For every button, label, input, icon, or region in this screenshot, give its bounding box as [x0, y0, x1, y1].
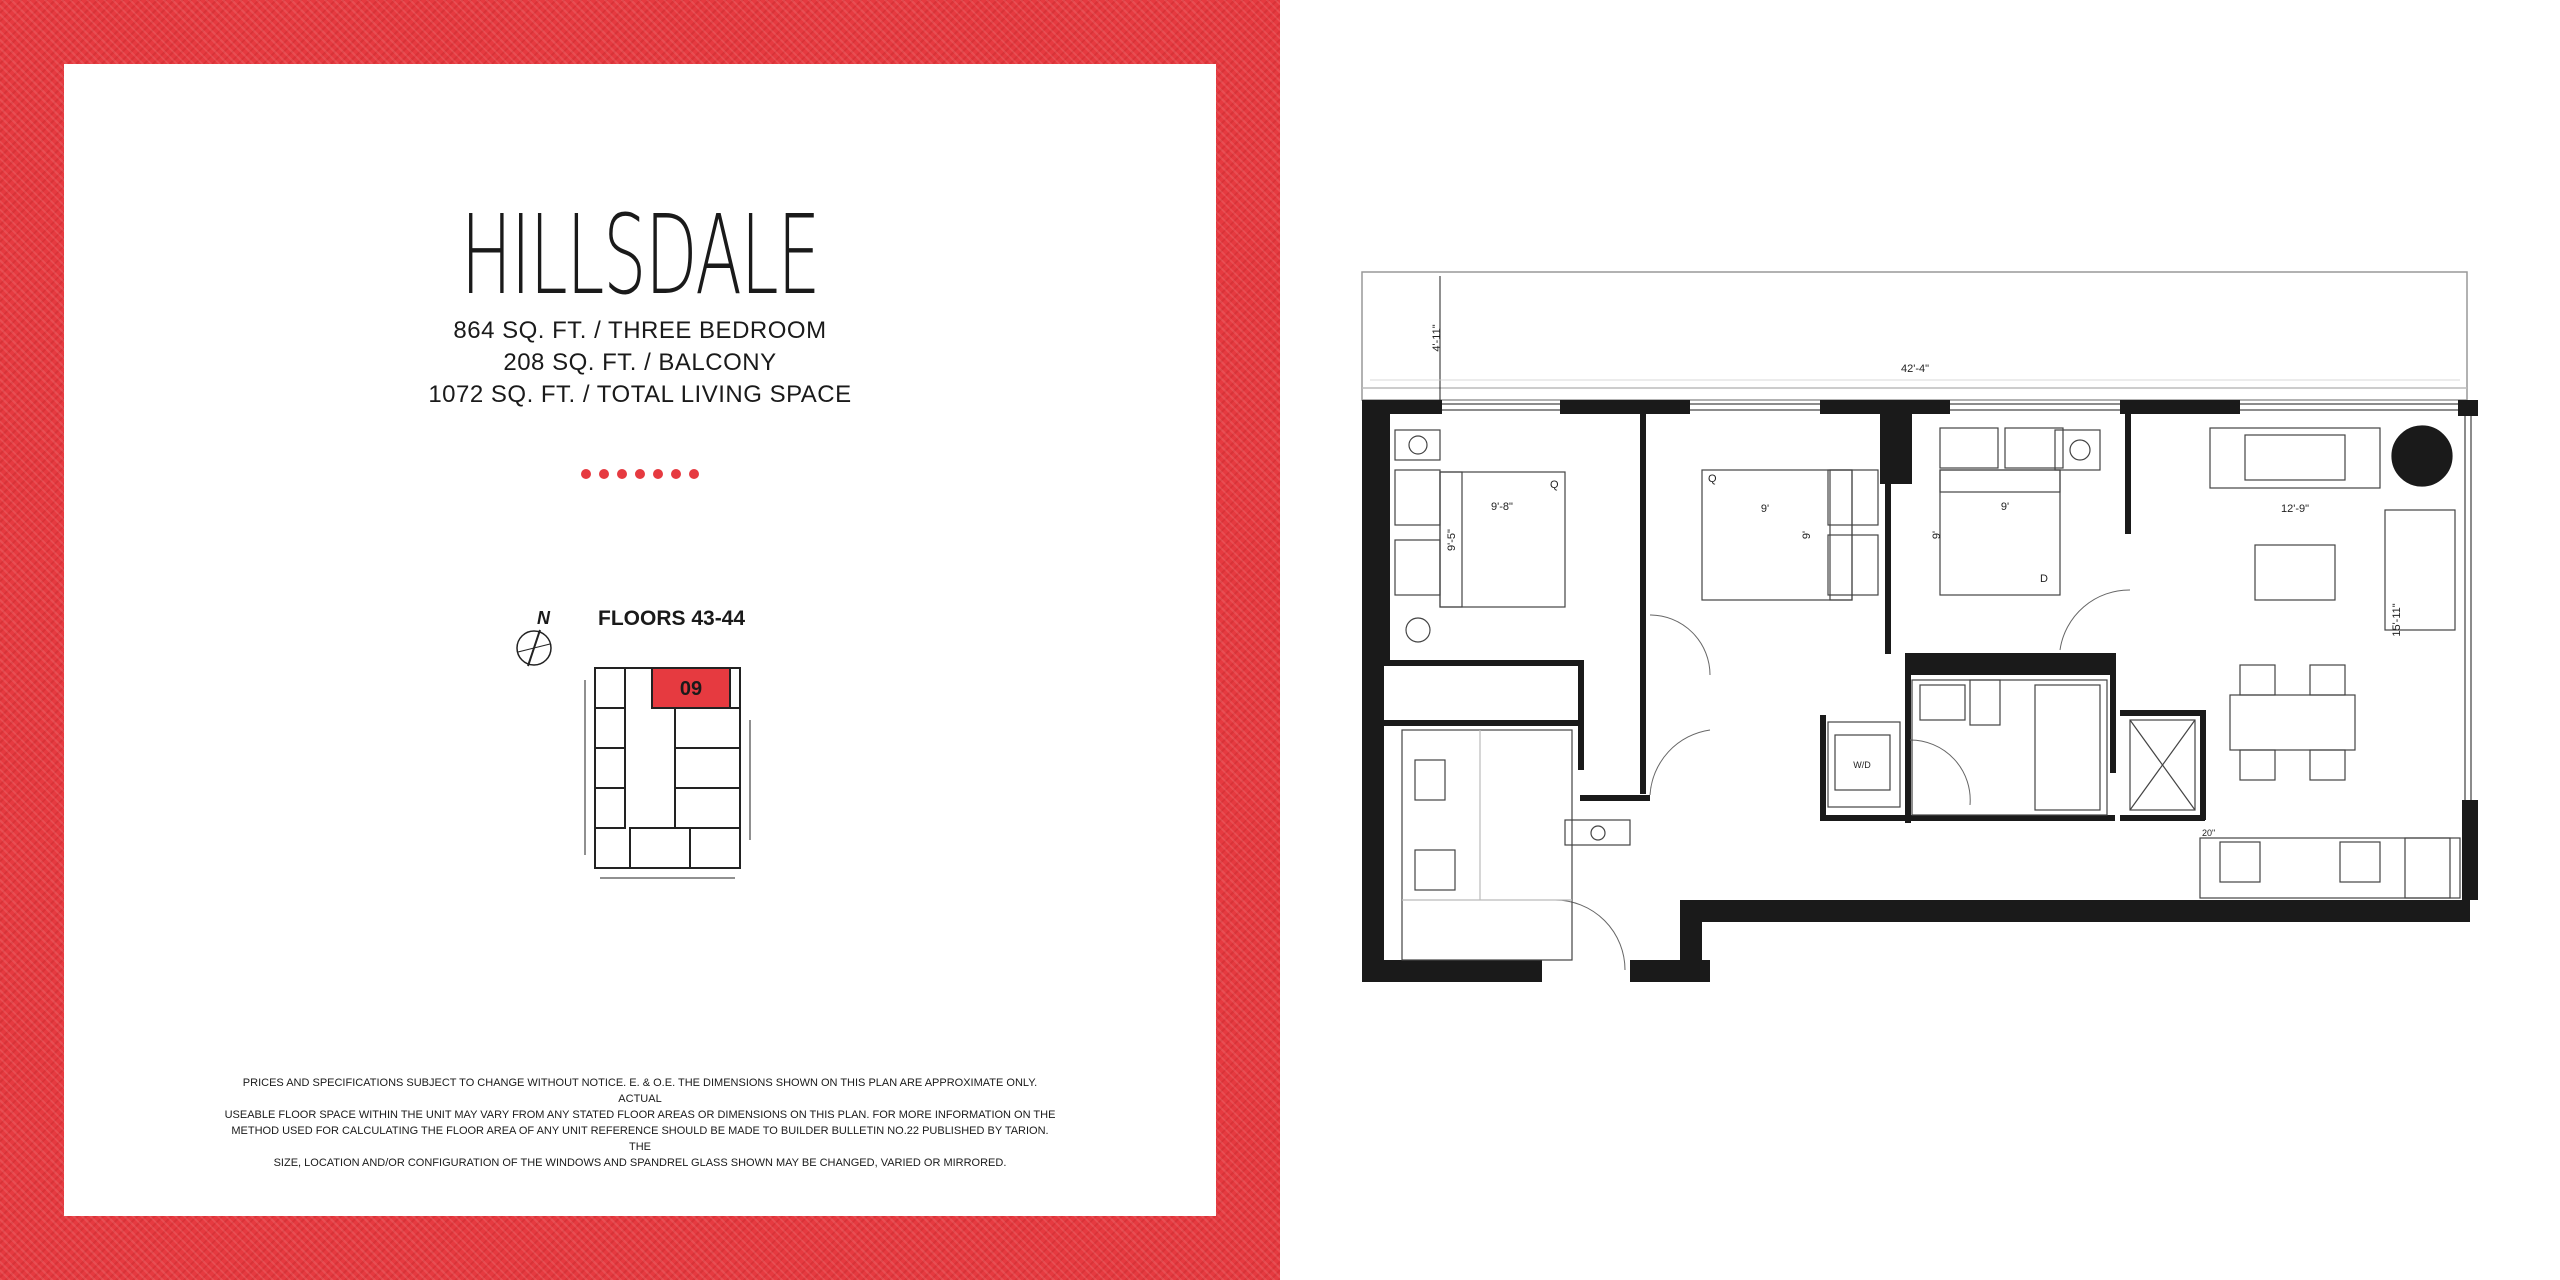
bedroom-3-bed-size: D: [2040, 573, 2048, 585]
bedroom-1-depth: 9'-5": [1446, 529, 1458, 551]
decorative-dot: [635, 469, 645, 479]
bedroom-2: [1702, 470, 1878, 600]
fridge-width-label: 20": [2202, 828, 2216, 838]
decorative-dot: [671, 469, 681, 479]
decorative-dot: [689, 469, 699, 479]
living-area: [2200, 426, 2460, 898]
bedroom-1: [1395, 430, 1565, 642]
decorative-dot: [599, 469, 609, 479]
bedroom-3-depth: 9': [1931, 530, 1943, 540]
bathroom-1: [1402, 730, 1572, 960]
legal-disclaimer: [220, 1075, 1060, 1171]
highlighted-unit-number: 09: [679, 678, 703, 700]
balcony-depth-label: 4'-11": [1431, 324, 1443, 352]
north-label: N: [537, 608, 550, 628]
balcony: [1362, 272, 2467, 400]
laundry-label: W/D: [1853, 760, 1871, 770]
decorative-dot: [581, 469, 591, 479]
decorative-dot: [617, 469, 627, 479]
bedroom-3: [1940, 428, 2100, 595]
bedroom-1-bed-size: Q: [1550, 479, 1559, 491]
disclaimer-line: PRICES AND SPECIFICATIONS SUBJECT TO CHANGE WITHOUT NOTICE. E. & O.E. THE DIMENSIONS SHOWN ON THIS PLAN ARE APPROXIMATE ONLY. ACTUAL: [242, 1077, 1038, 1105]
interior-walls: [1384, 414, 2206, 823]
entry-closet: [1565, 820, 1630, 845]
living-depth: 15'-11": [2391, 603, 2403, 637]
bedroom-3-width: 9': [2000, 501, 2010, 513]
balcony-width-label: 42'-4": [1900, 363, 1930, 375]
key-plan: [510, 620, 770, 900]
bedroom-1-width: 9'-8": [1491, 501, 1513, 513]
disclaimer-line: METHOD USED FOR CALCULATING THE FLOOR AREA OF ANY UNIT REFERENCE SHOULD BE MADE TO BUILDER BULLETIN NO.22 PUBLISHED BY TARION. THE: [231, 1125, 1049, 1153]
decorative-dot: [653, 469, 663, 479]
living-width: 12'-9": [2280, 503, 2310, 515]
north-arrow-icon: [517, 630, 551, 666]
bathroom-2: [1912, 680, 2195, 815]
spec-line-total: 1072 SQ. FT. / TOTAL LIVING SPACE: [428, 381, 852, 408]
bedroom-2-bed-size: Q: [1708, 473, 1717, 485]
disclaimer-line: SIZE, LOCATION AND/OR CONFIGURATION OF THE WINDOWS AND SPANDREL GLASS SHOWN MAY BE CHANGED, VARIED OR MIRRORED.: [273, 1157, 1007, 1169]
spec-line-balcony: 208 SQ. FT. / BALCONY: [503, 349, 777, 376]
floor-plan: [1340, 260, 2490, 990]
spec-line-interior: 864 SQ. FT. / THREE BEDROOM: [453, 317, 827, 344]
decorative-dots: [0, 466, 1280, 484]
windows: [1442, 404, 2471, 800]
floors-label: FLOORS 43-44: [598, 607, 746, 630]
suite-title: HILLSDALE: [460, 191, 820, 319]
disclaimer-line: USEABLE FLOOR SPACE WITHIN THE UNIT MAY VARY FROM ANY STATED FLOOR AREAS OR DIMENSIONS ON THIS PLAN. FOR MORE INFORMATION ON THE: [224, 1109, 1056, 1121]
bedroom-2-depth: 9': [1801, 530, 1813, 540]
bedroom-2-width: 9': [1760, 503, 1770, 515]
